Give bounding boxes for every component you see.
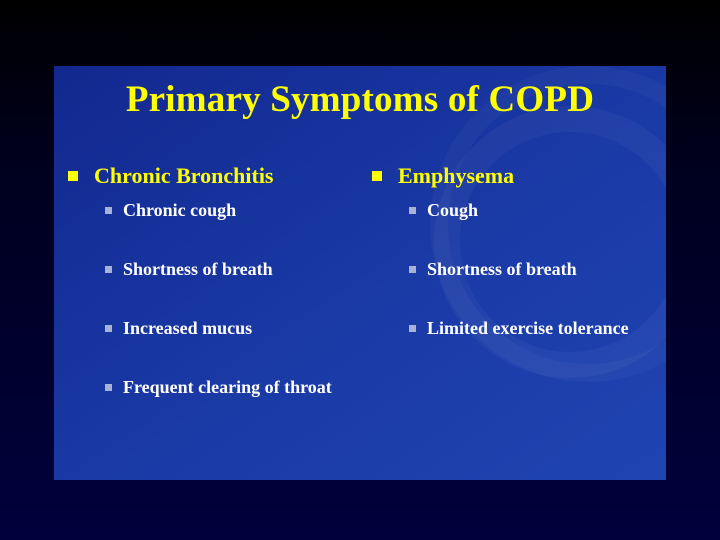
square-bullet-icon [105, 207, 112, 214]
column-heading-text: Emphysema [398, 163, 515, 188]
list-item [372, 256, 662, 283]
list-item-text: Cough [427, 200, 479, 220]
list-item-text: Increased mucus [123, 318, 253, 338]
list-item-text: Frequent clearing of throat [123, 377, 332, 397]
list-item [372, 197, 662, 224]
column-heading-text: Chronic Bronchitis [94, 163, 274, 188]
right-column [372, 163, 662, 374]
left-column [68, 163, 358, 433]
list-item [68, 315, 358, 342]
list-item-text: Shortness of breath [427, 259, 577, 279]
list-item-text: Shortness of breath [123, 259, 273, 279]
square-bullet-icon [105, 266, 112, 273]
square-bullet-icon [409, 207, 416, 214]
list-item-text: Chronic cough [123, 200, 237, 220]
square-bullet-icon [105, 325, 112, 332]
square-bullet-icon [372, 171, 382, 181]
list-item-text: Limited exercise tolerance [427, 318, 629, 338]
column-heading [372, 163, 662, 189]
list-item [68, 197, 358, 224]
bullet-list [68, 197, 358, 401]
slide-title: Primary Symptoms of COPD [125, 79, 595, 120]
list-item [68, 374, 358, 401]
slide [54, 66, 666, 480]
square-bullet-icon [409, 325, 416, 332]
square-bullet-icon [105, 384, 112, 391]
list-item [68, 256, 358, 283]
list-item [372, 315, 662, 342]
column-heading [68, 163, 358, 189]
bullet-list [372, 197, 662, 342]
square-bullet-icon [409, 266, 416, 273]
square-bullet-icon [68, 171, 78, 181]
